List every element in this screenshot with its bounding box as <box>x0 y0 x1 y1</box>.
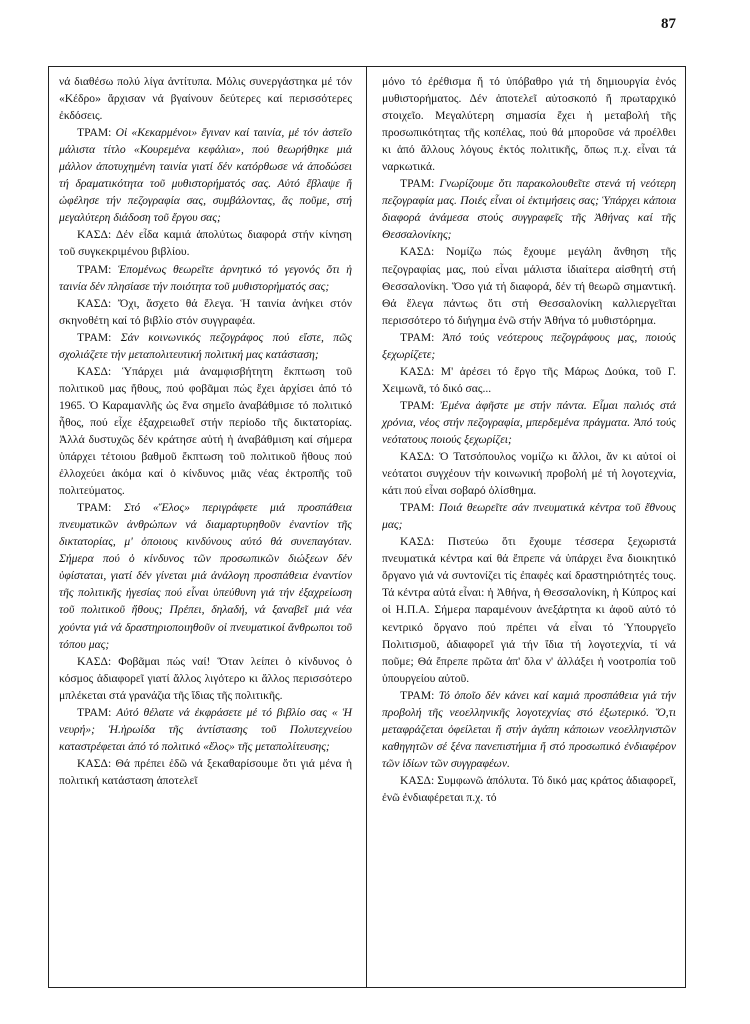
speaker-label: ΤΡΑΜ: <box>77 262 112 276</box>
speaker-label: ΤΡΑΜ: <box>400 177 435 191</box>
interview-question <box>59 261 352 295</box>
interview-answer <box>382 73 676 175</box>
speaker-label: ΚΑΣΔ: <box>77 364 112 378</box>
paragraph-text: Ὄχι, ἄσχετο θά ἔλεγα. Ἡ ταινία ἀνήκει στόν σκηνοθέτη καί τό βιβλίο στόν συγγραφέα. <box>59 296 352 327</box>
paragraph-text: Νομίζω πώς ἔχουμε μεγάλη ἄνθηση τῆς πεζογραφίας μας, πού εἶναι μάλιστα ἰδιαίτερα αἰσθητή στή Θεσσαλονίκη. Ὅσο γιά τή διαφορά, δέν τή θεωρῶ σημαντική. Θά ἔλεγα πάντως ὅτι στή Θεσσαλονίκη καλλιεργεῖται περισσότερο τό διήγημα ἐνῶ στήν Ἀθήνα τό μυθιστόρημα. <box>382 245 676 327</box>
interview-answer <box>382 772 676 806</box>
paragraph-text: Φοβᾶμαι πώς ναί! Ὅταν λείπει ὁ κίνδυνος ὁ κόσμος ἀδιαφορεῖ γιατί ἄλλος λιγότερο κι ἄλλος περισσότερο μπλέκεται στά γρανάζια τῆς ἴδιας τῆς πολιτικῆς. <box>59 654 352 702</box>
speaker-label: ΤΡΑΜ: <box>400 398 435 412</box>
speaker-label: ΚΑΣΔ: <box>77 654 112 668</box>
interview-answer <box>59 363 352 499</box>
paragraph-text: Ἑπομένως θεωρεῖτε ἀρνητικό τό γεγονός ὅτι ἡ ταινία δέν πλησίασε τήν ποιότητα τοῦ μυθιστορήματός σας; <box>59 262 352 293</box>
paragraph-text: Ὑπάρχει μιά ἀναμφισβήτητη ἔκπτωση τοῦ πολιτικοῦ μας ἤθους, πού φοβᾶμαι πώς ἔχει ἀρχίσει ἀπό τό 1965. Ὁ Καραμανλῆς ὡς ἕνα σημεῖο ἀναβάθμισε τό πολιτικό ἦθος, πού εἶχε ἐξαχρειωθεῖ στήν περίοδο τῆς δικτατορίας. Ἀλλά δυστυχῶς δέν κράτησε αὐτή ἡ ἀναβάθμιση καί σήμερα ὑπάρχει τέτοιου βαθμοῦ ἔκπτωση τοῦ πολιτικοῦ ἤθους πού ἐλλοχεύει ἀκόμα καί ὁ κίνδυνος μιᾶς νέας ἐκτροπῆς τοῦ πολιτεύματος. <box>59 364 353 498</box>
speaker-label: ΚΑΣΔ: <box>77 296 112 310</box>
paragraph-text: Γνωρίζουμε ὅτι παρακολουθεῖτε στενά τή νεότερη πεζογραφία μας. Ποιές εἶναι οἱ ἐκτιμήσεις σας; Ὑπάρχει κάποια διαφορά ἀνάμεσα στούς συγγραφεῖς τῆς Ἀθήνας καί τῆς Θεσσαλονίκης; <box>382 177 676 242</box>
paragraph-text: Αὐτό θέλατε νά ἐκφράσετε μέ τό βιβλίο σας « Ἡ νευρή»; Ἡ.ἡρωίδα τῆς ἀντίστασης τοῦ Πολυτεχνείου καταστρέφεται ἀπό τό πολιτικό «ἕλος» τῆς μεταπολίτευσης; <box>59 705 352 753</box>
paragraph-text: Ποιά θεωρεῖτε σάν πνευματικά κέντρα τοῦ ἔθνους μας; <box>382 501 677 532</box>
page-number: 87 <box>661 16 676 32</box>
speaker-label: ΤΡΑΜ: <box>77 705 112 719</box>
interview-answer <box>59 226 352 260</box>
paragraph-text: Πιστεύω ὅτι ἔχουμε τέσσερα ξεχωριστά πνευματικά κέντρα καί θά ἔπρεπε νά ὑπάρχει ἕνα διοικητικό ὄργανο γιά νά συντονίζει τίς ἐπαφές καί δραστηριότητές τους. Τά κέντρα αὐτά εἶναι: ἡ Ἀθήνα, ἡ Θεσσαλονίκη, ἡ Κύπρος καί οἱ Η.Π.Α. Σήμερα παραμένουν ἀνεξάρτητα κι ἀφοῦ αὐτό τό κεντρικό ὄργανο πού πρέπει νά εἶναι τό Ὑπουργεῖο Πολιτισμοῦ, ἀδιαφορεῖ γιά τήν ἴδια τή λογοτεχνία, τί νά ποῦμε; Θά ἔπρεπε πρῶτα ἀπ' ὅλα ν' ἀλλάξει ἡ νοοτροπία τοῦ ὑπουργείου αὐτοῦ. <box>382 535 676 685</box>
interview-answer <box>59 653 352 704</box>
speaker-label: ΤΡΑΜ: <box>400 501 435 515</box>
right-column <box>382 73 676 806</box>
paragraph-text: Οἱ «Κεκαρμένοι» ἔγιναν καί ταινία, μέ τόν ἀστεῖο μάλιστα τίτλο «Κουρεμένα κεφάλια», πού θεωρήθηκε μιά μάλλον ἀποτυχημένη ταινία γιατί δέν κατόρθωσε νά ἀποδώσει τή δραματικότητα τοῦ μυθιστορήματός σας. Αὐτό ἔβλαψε ἤ ὠφέλησε τήν πεζογραφία σας, συμβάλοντας, ἄς ποῦμε, στή μεγαλύτερη διάδοση τοῦ ἔργου σας; <box>59 126 352 225</box>
paragraph-text: μόνο τό ἐρέθισμα ἤ τό ὑπόβαθρο γιά τή δημιουργία ἑνός μυθιστορήματος. Δέν ἀποτελεῖ αὐτοσκοπό ἤ πρωταρχικό στοιχεῖο. Μεγαλύτερη σημασία ἔχει ἡ μεταβολή τῆς προσωπικότητας τῆς κοπέλας, πού θά μποροῦσε νά προέλθει κι ἀπό ἄλλους λόγους ἐκτός πολιτικῆς, ὅπως π.χ. εἶναι τά ναρκωτικά. <box>382 75 676 174</box>
interview-question <box>382 175 676 243</box>
interview-answer <box>382 448 676 499</box>
paragraph-text: Σάν κοινωνικός πεζογράφος πού εἴστε, πῶς σχολιάζετε τήν μεταπολιτευτική πολιτική μας κατάσταση; <box>59 330 352 361</box>
interview-answer <box>382 243 676 328</box>
speaker-label: ΤΡΑΜ: <box>77 501 112 515</box>
interview-question <box>382 499 676 533</box>
interview-answer <box>59 295 352 329</box>
speaker-label: ΚΑΣΔ: <box>77 756 112 770</box>
interview-answer <box>382 533 676 686</box>
speaker-label: ΚΑΣΔ: <box>77 228 112 242</box>
paragraph-text: Ἀπό τούς νεότερους πεζογράφους μας, ποιούς ξεχωρίζετε; <box>382 330 676 361</box>
speaker-label: ΤΡΑΜ: <box>77 330 112 344</box>
speaker-label: ΚΑΣΔ: <box>400 535 435 549</box>
interview-question <box>59 704 352 755</box>
paragraph-text: Ἐμένα ἀφῆστε με στήν πάντα. Εἶμαι παλιός στά χρόνια, νέος στήν πεζογραφία, μπερδεμένα πράγματα. Ἀπό τούς νεότατους ποιούς ξεχωρίζει; <box>382 398 676 446</box>
speaker-label: ΤΡΑΜ: <box>400 688 435 702</box>
speaker-label: ΚΑΣΔ: <box>400 773 435 787</box>
paragraph-text: Ὁ Τατσόπουλος νομίζω κι ἄλλοι, ἄν κι αὐτοί οἱ νεότατοι συγχέουν τήν κοινωνική προβολή μέ τή λογοτεχνία, κάτι πού εἶναι σοβαρό ὀλίσθημα. <box>382 450 676 498</box>
paragraph-text: Συμφωνῶ ἀπόλυτα. Τό δικό μας κράτος ἀδιαφορεῖ, ἐνῶ ἐνδιαφέρεται π.χ. τό <box>382 773 676 804</box>
column-divider <box>366 66 367 988</box>
interview-question <box>382 687 676 772</box>
interview-question <box>59 499 352 652</box>
interview-question <box>59 124 352 226</box>
paragraph-text: Τό ὁποῖο δέν κάνει καί καμιά προσπάθεια γιά τήν προβολή τῆς νεοελληνικῆς λογοτεχνίας στό ἐξωτερικό. Ὅ,τι μεταφράζεται ὀφείλεται ἤ στήν ἀγάπη κάποιων νεοελληνιστῶν καθηγητῶν σέ ξένα πανεπιστήμια ἤ στό προσωπικό ἐνδιαφέρον τῶν ἰδίων τῶν συγγραφέων. <box>382 688 676 770</box>
paragraph-text: νά διαθέσω πολύ λίγα ἀντίτυπα. Μόλις συνεργάστηκα μέ τόν «Κέδρο» ἄρχισαν νά βγαίνουν δεύτερες καί περισσότερες ἐκδόσεις. <box>59 75 352 123</box>
interview-answer <box>59 755 352 789</box>
speaker-label: ΤΡΑΜ: <box>400 330 435 344</box>
paragraph-text: Δέν εἶδα καμιά ἀπολύτως διαφορά στήν κίνηση τοῦ συγκεκριμένου βιβλίου. <box>59 228 352 259</box>
interview-question <box>382 397 676 448</box>
speaker-label: ΚΑΣΔ: <box>400 450 435 464</box>
interview-question <box>59 329 352 363</box>
paragraph-text: Μ' ἀρέσει τό ἔργο τῆς Μάρως Δούκα, τοῦ Γ. Χειμωνᾶ, τό δικό σας... <box>382 364 676 395</box>
speaker-label: ΚΑΣΔ: <box>400 364 435 378</box>
paragraph-text: Στό «Ἕλος» περιγράφετε μιά προσπάθεια πνευματικῶν ἀνθρώπων νά διαμαρτυρηθοῦν ἐναντίον τῆς δικτατορίας, μ' ὁποιους κινδύνους αὐτό θά συνεπαγόταν. Σήμερα πού ὁ κίνδυνος τῶν προσωπικῶν διώξεων δέν ὑφίσταται, γιατί δέν γίνεται μιά ἀνάλογη προσπάθεια ἐναντίον τῆς πολιτικῆς ἡγεσίας πού εἶναι ὑπεύθυνη γιά τήν ἐξαχρείωση τοῦ πολιτικοῦ ἤθους; Πρέπει, δηλαδή, νά ξαναβεῖ μιά νέα χούντα γιά νά δραστηριοποιηθοῦν οἱ πνευματικοί ἄνθρωποι τοῦ τόπου μας; <box>59 501 352 651</box>
interview-question <box>382 329 676 363</box>
paragraph-text: Θά πρέπει ἐδῶ νά ξεκαθαρίσουμε ὅτι γιά μένα ἡ πολιτική κατάσταση ἀποτελεῖ <box>59 756 353 787</box>
interview-answer <box>382 363 676 397</box>
speaker-label: ΚΑΣΔ: <box>400 245 435 259</box>
interview-answer <box>59 73 352 124</box>
speaker-label: ΤΡΑΜ: <box>77 126 112 140</box>
left-column <box>59 73 352 789</box>
